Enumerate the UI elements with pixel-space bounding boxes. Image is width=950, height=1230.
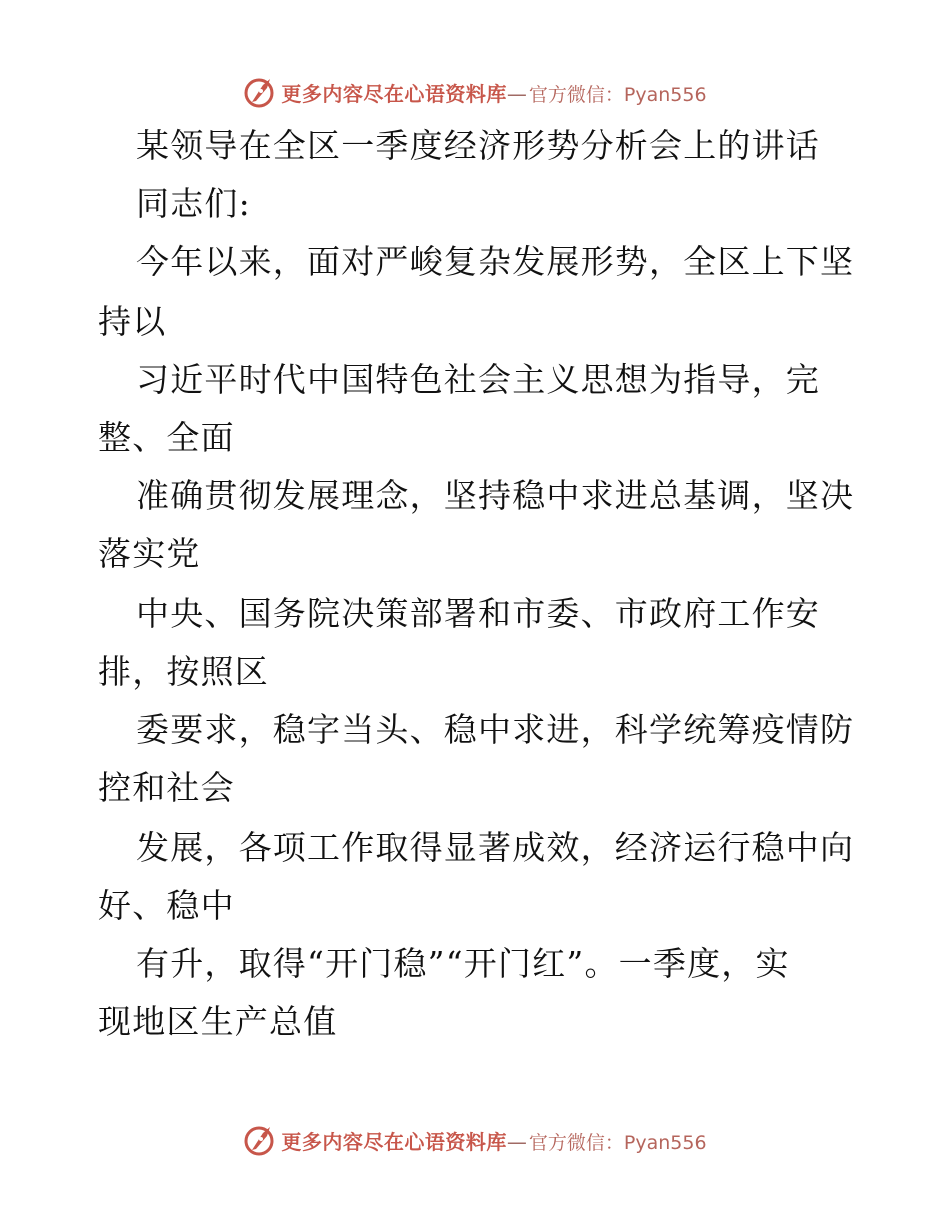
header-banner — [0, 70, 950, 114]
document-title: 某领导在全区一季度经济形势分析会上的讲话 — [136, 126, 820, 165]
document-line: 落实党 — [98, 534, 201, 573]
document-line: 同志们: — [136, 184, 251, 223]
document-line: 中央、国务院决策部署和市委、市政府工作安 — [136, 594, 820, 633]
document-line: 委要求，稳字当头、稳中求进，科学统筹疫情防 — [136, 710, 855, 749]
pen-nib-logo-icon — [243, 1123, 277, 1157]
banner-text — [281, 78, 706, 107]
banner-account-text: 官方微信：Pyan556 — [528, 83, 707, 106]
document-line: 准确贯彻发展理念，坚持稳中求进总基调，坚决 — [136, 476, 855, 515]
banner-separator: — — [506, 1129, 527, 1154]
banner-account-text: 官方微信：Pyan556 — [528, 1131, 707, 1154]
banner-separator: — — [506, 81, 527, 106]
document-line: 习近平时代中国特色社会主义思想为指导，完 — [136, 360, 820, 399]
banner-text — [281, 1126, 706, 1155]
document-line: 现地区生产总值 — [98, 1002, 338, 1041]
document-line: 排，按照区 — [98, 652, 269, 691]
document-line: 持以 — [98, 302, 167, 341]
document-line: 控和社会 — [98, 768, 235, 807]
document-line: 整、全面 — [98, 418, 235, 457]
footer-banner — [0, 1118, 950, 1162]
pen-nib-logo-icon — [243, 75, 277, 109]
document-line: 今年以来，面对严峻复杂发展形势，全区上下坚 — [136, 242, 855, 281]
document-line: 有升，取得“开门稳”“开门红”。一季度，实 — [136, 944, 790, 983]
banner-main-text: 更多内容尽在心语资料库 — [281, 81, 507, 106]
banner-main-text: 更多内容尽在心语资料库 — [281, 1129, 507, 1154]
document-line: 发展，各项工作取得显著成效，经济运行稳中向 — [136, 828, 855, 867]
document-line: 好、稳中 — [98, 886, 235, 925]
